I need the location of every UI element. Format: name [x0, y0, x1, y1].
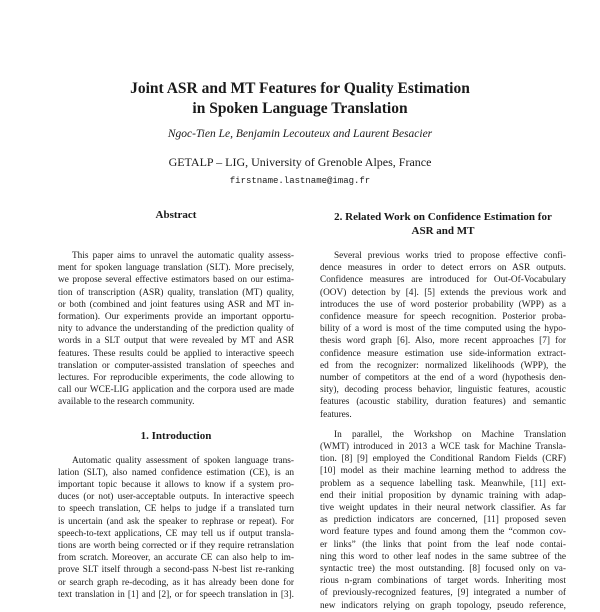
related-line: dence measures in order to detect errors on ASR outputs.: [320, 263, 566, 274]
related-line: features.: [320, 409, 352, 420]
intro-line: duces (or not) user-acceptable outputs. In interactive speech: [58, 492, 294, 503]
right-column: [320, 210, 566, 612]
intro-line: prove SLT itself through a second-pass N-best list re-ranking: [58, 565, 294, 576]
intro-line: text translation in [1] and [2], or for speech translation in [3].: [58, 589, 294, 600]
abstract-line: This paper aims to unravel the automatic quality assess-: [72, 251, 294, 261]
abstract-line: available to the research community.: [58, 397, 195, 408]
intro-line: or search graph re-decoding, as it has already been done for: [58, 577, 294, 588]
related-line: ed from the recognizer: normalized likelihoods (WPP), the: [320, 360, 566, 371]
abstract-line: lectures. For reproducible experiments, the code allowing to: [58, 373, 294, 384]
intro-line: speech-to-text applications, CE may tell us if output transla-: [58, 528, 294, 539]
related-line: er links” (the links that point from the leaf node contai-: [320, 539, 566, 550]
related-work-heading-line-1: 2. Related Work on Confidence Estimation for: [334, 211, 552, 223]
introduction-heading: 1. Introduction: [140, 429, 212, 442]
related-line: features (acoustic stability, duration features) and semantic: [320, 397, 566, 408]
abstract-body: [58, 250, 294, 262]
abstract-line: features. These results could be applied to interactive speech: [58, 348, 294, 359]
related-work-heading-line-2: ASR and MT: [411, 225, 475, 237]
related-line: tive weight updates in their neural network classifier. As far: [320, 503, 566, 514]
related-work-heading: [320, 210, 566, 238]
abstract-line: call our WCE-LIG application and the corpora used are made: [58, 385, 294, 396]
related-line: of previously-recognized features, [9] integrated a number of: [320, 588, 566, 599]
intro-line: from scratch. Moreover, an accurate CE can also help to im-: [58, 553, 294, 564]
related-line: problem as a sequence labelling task. Meanwhile, [11] ext-: [320, 478, 566, 489]
left-column: [58, 208, 294, 601]
related-line: as prediction indicators are concerned, [11] proposed seven: [320, 515, 566, 526]
abstract-line: ment for spoken language translation (SLT). More precisely,: [58, 263, 294, 274]
related-line: (OOV) detection by [4]. [5] extends the previous work and: [320, 287, 566, 298]
abstract-line: nity to advance the understanding of the prediction quality of: [58, 324, 294, 335]
intro-line: to speech translation, CE helps to judge if a translated turn: [58, 504, 294, 515]
related-line: Several previous works tried to propose effective confi-: [334, 251, 566, 261]
abstract-line: tion of transcription (ASR) quality, translation (MT) quality,: [58, 287, 294, 298]
abstract-line: words in a SLT output that were revealed by MT and ASR: [58, 336, 294, 347]
related-line: rious n-gram combinations of target words. Inheriting most: [320, 576, 566, 587]
intro-line: important topic because it allows to know if a system pro-: [58, 480, 294, 491]
abstract-heading: Abstract: [155, 209, 197, 221]
related-line: end their initial proposition by dynamic training with adap-: [320, 490, 566, 501]
intro-line: Automatic quality assessment of spoken language trans-: [72, 455, 294, 466]
related-work-para-2: [320, 429, 566, 612]
related-line: sity), decoding process behavior, linguistic features, acoustic: [320, 385, 566, 396]
affiliation: GETALP – LIG, University of Grenoble Alpes, France: [168, 155, 432, 169]
related-line: introduces the use of word posterior probability (WPP) as a: [320, 299, 566, 310]
related-line: Confidence measures are introduced for Out-Of-Vocabulary: [320, 275, 566, 286]
related-line: confidence measure estimation use side-information extract-: [320, 348, 566, 359]
abstract-line: we propose several effective estimators based on our estima-: [58, 275, 294, 286]
related-line: bility of a word is most of the time computed using the hypo-: [320, 324, 566, 335]
related-line: new indicators relying on graph topology, pseudo reference,: [320, 600, 566, 611]
email: firstname.lastname@imag.fr: [229, 176, 371, 186]
intro-line: is uncertain (and ask the speaker to rephrase or repeat). For: [58, 516, 294, 527]
related-line: In parallel, the Workshop on Machine Translation: [334, 429, 566, 440]
abstract-line: formation). Our experiments provide an important opportu-: [58, 312, 294, 323]
related-line: number of competitors at the end of a word (hypothesis den-: [320, 373, 566, 384]
intro-line: lation (SLT), also named confidence estimation (CE), is an: [58, 467, 294, 478]
title-line-1: Joint ASR and MT Features for Quality Estimation: [130, 80, 470, 97]
related-line: syntactic tree) the most outstanding. [8] focused only on va-: [320, 564, 566, 575]
abstract-line: or both (combined and joint features using ASR and MT in-: [58, 299, 294, 310]
paper-title: [0, 79, 600, 119]
title-line-2: in Spoken Language Translation: [192, 100, 408, 117]
intro-line: tions are worth being corrected or if they require retranslation: [58, 541, 294, 552]
abstract-body-rest: [58, 262, 294, 408]
authors: Ngoc-Tien Le, Benjamin Lecouteux and Laurent Besacier: [167, 128, 433, 140]
introduction-body: [58, 455, 294, 601]
related-line: (WMT) introduced in 2013 a WCE task for Machine Transla-: [320, 442, 566, 453]
related-line: ning this word to other leaf nodes in the same subtree of the: [320, 551, 566, 562]
abstract-line: translation or computer-assisted translation of speeches and: [58, 360, 294, 371]
related-line: [10] model as their machine learning method to address the: [320, 466, 566, 477]
related-line: tion. [8] [9] employed the Conditional Random Fields (CRF): [320, 454, 566, 465]
related-line: thesis word graph [6]. Also, more recent approaches [7] for: [320, 336, 566, 347]
related-line: confidence measure for speech recognition. Posterior proba-: [320, 312, 566, 323]
related-work-para-1: [320, 250, 566, 421]
related-line: word feature types and found among them the “common cov-: [320, 527, 566, 538]
